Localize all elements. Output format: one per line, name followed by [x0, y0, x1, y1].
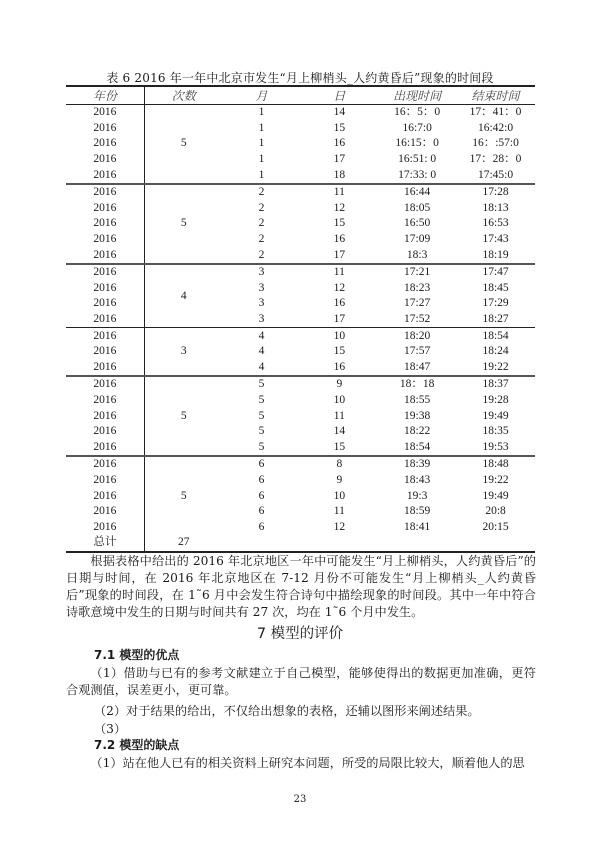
cell-end-time: 18:35: [482, 425, 509, 438]
cell-year: 2016: [93, 425, 117, 438]
table-row: [66, 408, 535, 424]
table-row: [66, 473, 535, 489]
header-day: 日: [300, 86, 378, 105]
cell-end-time: 19:49: [482, 409, 509, 422]
total-label: 总计: [66, 535, 144, 552]
cell-day: 14: [333, 106, 346, 119]
cell-day: 11: [333, 505, 345, 518]
advantage-item-1: （1）借助与已有的参考文献建立于自己模型，能够使得出的数据更加准确，更符合观测值，误差更小，更可靠。: [66, 666, 536, 697]
cell-year: 2016: [93, 458, 117, 471]
cell-year: 2016: [93, 217, 117, 230]
cell-count: 4: [144, 264, 222, 328]
table-header-row: [66, 86, 535, 105]
cell-end-time: 17:45:0: [456, 167, 535, 184]
cell-day: 11: [333, 266, 345, 279]
table-row: [66, 424, 535, 440]
table-row: [66, 247, 535, 264]
cell-end-time: 19:28: [482, 393, 509, 406]
cell-month: 4: [223, 360, 301, 377]
empty-cell: [223, 535, 301, 552]
total-value: 27: [144, 535, 222, 552]
cell-start-time: 18:59: [404, 505, 431, 518]
cell-start-time: 17:09: [404, 233, 431, 246]
cell-day: 18: [300, 167, 378, 184]
cell-start-time: 19:38: [404, 409, 431, 422]
cell-year: 2016: [93, 186, 117, 199]
cell-month: 6: [258, 520, 265, 533]
cell-month: 3: [258, 281, 265, 294]
cell-start-time: 18:43: [404, 473, 431, 486]
cell-year: 2016: [93, 520, 117, 533]
table-row: [66, 519, 535, 535]
cell-count: 3: [144, 328, 222, 376]
page-number: 23: [293, 794, 307, 805]
cell-year: 2016: [93, 201, 117, 214]
cell-month: 2: [258, 186, 265, 199]
table-row: [66, 312, 535, 328]
cell-month: 2: [258, 217, 265, 230]
cell-day: 8: [336, 458, 343, 471]
table-row: [66, 376, 535, 393]
table-row: [66, 504, 535, 520]
cell-start-time: 18:23: [404, 281, 431, 294]
cell-month: 2: [258, 233, 265, 246]
cell-day: 12: [333, 520, 346, 533]
cell-day: 11: [333, 186, 345, 199]
advantage-item-2: （2）对于结果的给出，不仅给出想象的表格，还辅以图形来阐述结果。: [94, 704, 480, 718]
cell-end-time: 20:15: [482, 520, 509, 533]
cell-year: 2016: [93, 106, 117, 119]
cell-day: 10: [333, 489, 346, 502]
cell-start-time: 17:52: [378, 312, 456, 328]
cell-start-time: 18:41: [404, 520, 431, 533]
cell-end-time: 17:43: [482, 233, 509, 246]
cell-start-time: 18:05: [404, 201, 431, 214]
cell-month: 4: [258, 345, 265, 358]
cell-year: 2016: [93, 137, 117, 150]
cell-year: 2016: [93, 505, 117, 518]
cell-start-time: 17:57: [404, 345, 431, 358]
table-row: [66, 216, 535, 232]
table-row: [66, 152, 535, 168]
cell-day: 15: [300, 439, 378, 456]
cell-day: 9: [336, 378, 343, 391]
cell-day: 15: [333, 121, 346, 134]
table-row: [66, 328, 535, 344]
cell-end-time: 16:53: [482, 217, 509, 230]
header-month: 月: [223, 86, 301, 105]
cell-month: 3: [223, 312, 301, 328]
cell-start-time: 16：5：0: [394, 106, 441, 119]
header-start-time: 出现时间: [378, 86, 456, 105]
cell-start-time: 16:44: [404, 186, 431, 199]
cell-month: 4: [258, 329, 265, 342]
cell-start-time: 18:3: [378, 247, 456, 264]
cell-month: 1: [258, 106, 265, 119]
cell-end-time: 18:54: [482, 329, 509, 342]
summary-paragraph: 根据表格中给出的 2016 年北京地区一年中可能发生“月上柳梢头，人约黄昏后”的日期与时间，在 2016 年北京地区在 7-12 月份不可能发生“月上柳梢头_人约黄昏后”现象的时间段，在 1˜6 月中会发生符合诗句中描绘现象的时间段。其中一年中符合诗歌意境中发生的日期与时间共有 27 次，均在 1˜6 个月中发生。: [66, 554, 536, 619]
cell-start-time: 18:54: [378, 439, 456, 456]
cell-end-time: 18:37: [482, 378, 509, 391]
cell-month: 5: [258, 425, 265, 438]
cell-month: 1: [258, 137, 265, 150]
cell-year: 2016: [93, 345, 117, 358]
advantage-item-3: （3）: [94, 722, 127, 736]
cell-start-time: 16:51: 0: [398, 153, 437, 166]
table-row: [66, 281, 535, 297]
cell-day: 11: [333, 409, 345, 422]
table-row: [66, 136, 535, 152]
cell-end-time: 18:13: [482, 201, 509, 214]
cell-end-time: 19:53: [456, 439, 535, 456]
cell-start-time: 16:7:0: [402, 121, 432, 134]
cell-year: 2016: [66, 167, 144, 184]
empty-cell: [456, 535, 535, 552]
cell-day: 14: [333, 425, 346, 438]
cell-year: 2016: [93, 473, 117, 486]
disadvantage-item-1: （1）站在他人已有的相关资料上研究本问题，所受的局限比较大，顺着他人的思: [90, 756, 525, 770]
cell-month: 2: [223, 247, 301, 264]
table-row: [66, 201, 535, 217]
cell-day: 9: [336, 473, 343, 486]
cell-day: 17: [300, 247, 378, 264]
cell-start-time: 17:21: [404, 266, 431, 279]
table-row: [66, 439, 535, 456]
header-end-time: 结束时间: [456, 86, 535, 105]
cell-end-time: 18:45: [482, 281, 509, 294]
cell-start-time: 18:39: [404, 458, 431, 471]
cell-day: 15: [333, 345, 346, 358]
cell-year: 2016: [66, 247, 144, 264]
cell-year: 2016: [93, 297, 117, 310]
cell-month: 5: [258, 393, 265, 406]
empty-cell: [378, 535, 456, 552]
table-row: [66, 184, 535, 201]
cell-month: 2: [258, 201, 265, 214]
cell-year: 2016: [93, 233, 117, 246]
cell-day: 16: [333, 297, 346, 310]
cell-month: 1: [258, 121, 265, 134]
cell-end-time: 19:22: [482, 473, 509, 486]
cell-year: 2016: [93, 393, 117, 406]
cell-day: 15: [333, 217, 346, 230]
cell-end-time: 18:24: [482, 345, 509, 358]
cell-end-time: 16：:57:0: [472, 137, 519, 150]
cell-start-time: 17:33: 0: [378, 167, 456, 184]
cell-year: 2016: [66, 439, 144, 456]
cell-day: 10: [333, 393, 346, 406]
cell-year: 2016: [66, 360, 144, 377]
cell-month: 3: [258, 297, 265, 310]
time-period-table: [66, 85, 535, 553]
cell-count: 5: [144, 105, 222, 184]
table-row: [66, 456, 535, 473]
table-row: [66, 488, 535, 504]
cell-start-time: 16:15：0: [395, 137, 439, 150]
subsection-title-advantages: 7.1 模型的优点: [94, 648, 180, 662]
cell-month: 6: [258, 458, 265, 471]
header-count: 次数: [144, 86, 222, 105]
section-title: 7 模型的评价: [256, 626, 344, 642]
cell-day: 12: [333, 201, 346, 214]
cell-end-time: 18:48: [482, 458, 509, 471]
table-row: [66, 296, 535, 312]
cell-end-time: 18:19: [456, 247, 535, 264]
cell-start-time: 17:27: [404, 297, 431, 310]
cell-year: 2016: [93, 153, 117, 166]
cell-year: 2016: [93, 378, 117, 391]
cell-start-time: 16:50: [404, 217, 431, 230]
table-row: [66, 167, 535, 184]
cell-count: 5: [144, 184, 222, 264]
cell-start-time: 18:47: [378, 360, 456, 377]
cell-year: 2016: [93, 329, 117, 342]
subsection-title-disadvantages: 7.2 模型的缺点: [94, 738, 180, 752]
cell-month: 6: [258, 505, 265, 518]
cell-year: 2016: [93, 409, 117, 422]
table-row: [66, 393, 535, 409]
cell-start-time: 18:22: [404, 425, 431, 438]
cell-end-time: 18:27: [456, 312, 535, 328]
cell-end-time: 17:28: [482, 186, 509, 199]
cell-month: 6: [258, 473, 265, 486]
table-row: [66, 344, 535, 360]
table-total-row: [66, 535, 535, 552]
cell-start-time: 18：18: [399, 378, 435, 391]
cell-month: 5: [258, 378, 265, 391]
cell-day: 17: [300, 312, 378, 328]
cell-end-time: 17：28：0: [469, 153, 522, 166]
table-row: [66, 264, 535, 281]
cell-day: 16: [300, 360, 378, 377]
header-year: 年份: [66, 86, 144, 105]
cell-year: 2016: [93, 281, 117, 294]
table-row: [66, 232, 535, 248]
cell-month: 1: [223, 167, 301, 184]
cell-day: 12: [333, 281, 346, 294]
cell-end-time: 19:49: [482, 489, 509, 502]
cell-month: 5: [258, 409, 265, 422]
cell-day: 16: [333, 233, 346, 246]
cell-day: 16: [333, 137, 346, 150]
empty-cell: [300, 535, 378, 552]
cell-month: 3: [258, 266, 265, 279]
cell-month: 5: [223, 439, 301, 456]
cell-count: 5: [144, 376, 222, 456]
cell-end-time: 19:22: [456, 360, 535, 377]
cell-day: 10: [333, 329, 346, 342]
cell-month: 1: [258, 153, 265, 166]
cell-year: 2016: [93, 489, 117, 502]
cell-year: 2016: [93, 121, 117, 134]
cell-day: 17: [333, 153, 346, 166]
table-body: [66, 105, 535, 552]
cell-year: 2016: [66, 312, 144, 328]
table-row: [66, 105, 535, 121]
cell-year: 2016: [93, 266, 117, 279]
cell-end-time: 17:29: [482, 297, 509, 310]
cell-start-time: 18:20: [404, 329, 431, 342]
table-row: [66, 360, 535, 377]
table-caption: 表 6 2016 年一年中北京市发生“月上柳梢头_人约黄昏后”现象的时间段: [106, 71, 494, 85]
cell-start-time: 19:3: [406, 489, 428, 502]
table-row: [66, 121, 535, 137]
cell-end-time: 20:8: [485, 505, 506, 518]
cell-end-time: 17：41：0: [469, 106, 522, 119]
cell-month: 6: [258, 489, 265, 502]
cell-start-time: 18:55: [404, 393, 431, 406]
cell-count: 5: [144, 456, 222, 535]
cell-end-time: 17:47: [482, 266, 509, 279]
cell-end-time: 16:42:0: [477, 121, 514, 134]
